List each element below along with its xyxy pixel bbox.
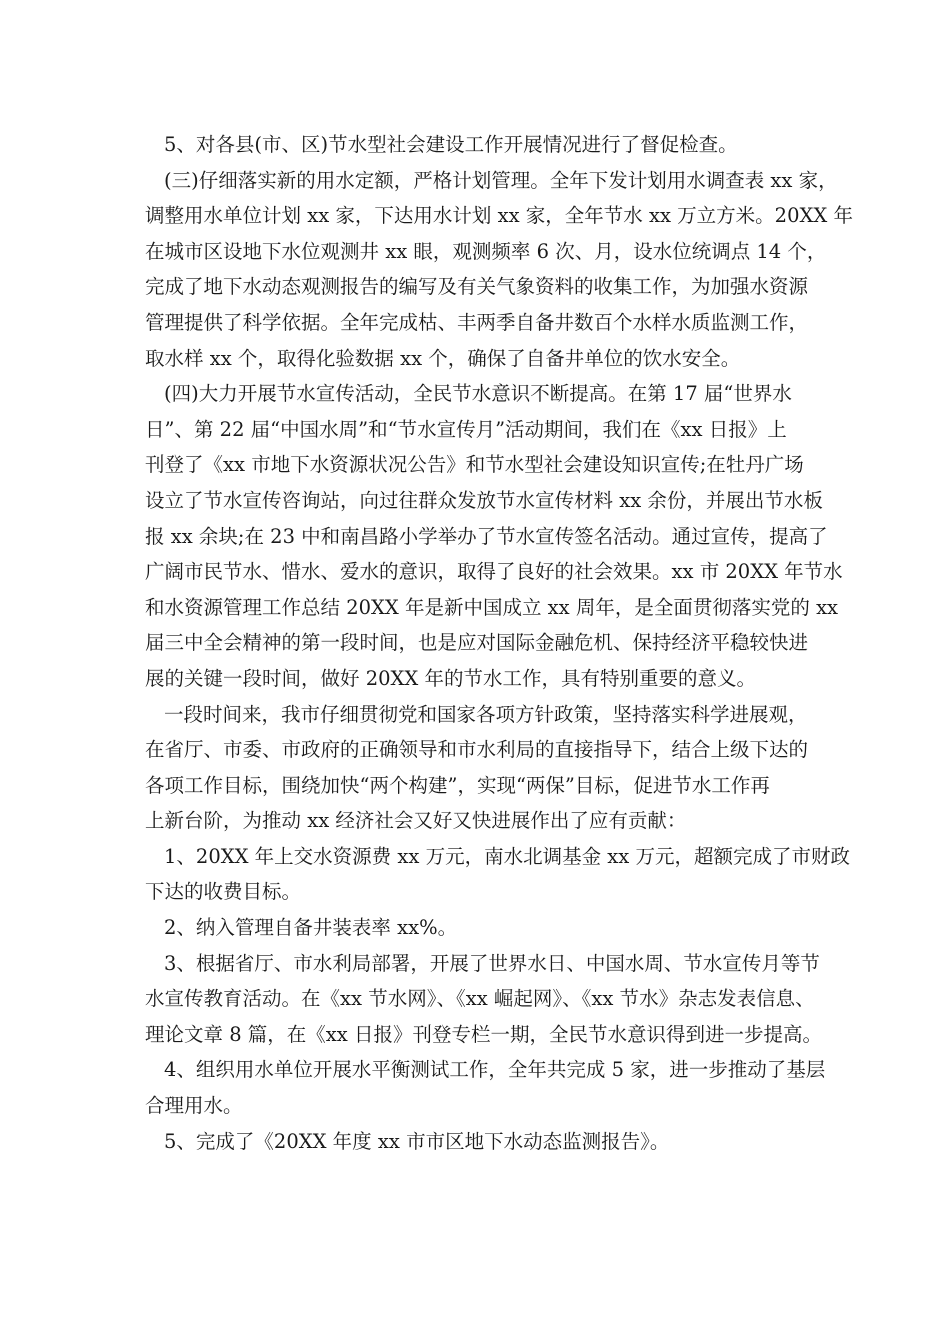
text-line: 设立了节水宣传咨询站，向过往群众发放节水宣传材料 xx 余份，并展出节水板 bbox=[145, 488, 823, 512]
text-line: 在省厅、市委、市政府的正确领导和市水利局的直接指导下，结合上级下达的 bbox=[145, 738, 809, 762]
text-line: 水宣传教育活动。在《xx 节水网》、《xx 崛起网》、《xx 节水》杂志发表信息、 bbox=[145, 987, 815, 1011]
text-line: (三)仔细落实新的用水定额，严格计划管理。全年下发计划用水调查表 xx 家， bbox=[164, 168, 838, 192]
text-line: 上新台阶，为推动 xx 经济社会又好又快进展作出了应有贡献： bbox=[145, 809, 687, 833]
text-line: 4、组织用水单位开展水平衡测试工作，全年共完成 5 家，进一步推动了基层 bbox=[164, 1058, 826, 1082]
text-line: 1、20XX 年上交水资源费 xx 万元，南水北调基金 xx 万元，超额完成了市财政 bbox=[164, 844, 850, 868]
text-line: 一段时间来，我市仔细贯彻党和国家各项方针政策，坚持落实科学进展观， bbox=[164, 702, 808, 726]
text-line: 广阔市民节水、惜水、爱水的意识，取得了良好的社会效果。xx 市 20XX 年节水 bbox=[145, 560, 843, 584]
text-line: 2、纳入管理自备井装表率 xx%。 bbox=[164, 916, 458, 940]
text-line: 理论文章 8 篇，在《xx 日报》刊登专栏一期，全民节水意识得到进一步提高。 bbox=[145, 1022, 822, 1046]
text-line: 取水样 xx 个，取得化验数据 xx 个，确保了自备井单位的饮水安全。 bbox=[145, 346, 741, 370]
text-line: 5、完成了《20XX 年度 xx 市市区地下水动态监测报告》。 bbox=[164, 1129, 670, 1153]
text-line: 合理用水。 bbox=[145, 1094, 243, 1118]
text-line: 管理提供了科学依据。全年完成枯、丰两季自备井数百个水样水质监测工作， bbox=[145, 310, 809, 334]
text-line: 完成了地下水动态观测报告的编写及有关气象资料的收集工作，为加强水资源 bbox=[145, 275, 809, 299]
text-line: 下达的收费目标。 bbox=[145, 880, 302, 904]
text-line: 在城市区设地下水位观测井 xx 眼，观测频率 6 次、月，设水位统调点 14 个， bbox=[145, 239, 827, 263]
text-line: 展的关键一段时间，做好 20XX 年的节水工作，具有特别重要的意义。 bbox=[145, 666, 756, 690]
text-line: 日”、第 22 届“中国水周”和“节水宣传月”活动期间，我们在《xx 日报》上 bbox=[145, 417, 787, 441]
text-line: 报 xx 余块;在 23 中和南昌路小学举办了节水宣传签名活动。通过宣传，提高了 bbox=[145, 524, 828, 548]
text-line: 各项工作目标，围绕加快“两个构建”，实现“两保”目标，促进节水工作再 bbox=[145, 773, 770, 797]
text-line: 刊登了《xx 市地下水资源状况公告》和节水型社会建设知识宣传;在牡丹广场 bbox=[145, 453, 804, 477]
document-body bbox=[145, 127, 853, 1159]
text-line: 调整用水单位计划 xx 家，下达用水计划 xx 家，全年节水 xx 万立方米。20XX 年 bbox=[145, 204, 853, 228]
text-line: 届三中全会精神的第一段时间，也是应对国际金融危机、保持经济平稳较快进 bbox=[145, 631, 809, 655]
text-line: 5、对各县(市、区)节水型社会建设工作开展情况进行了督促检查。 bbox=[164, 133, 738, 156]
text-line: 3、根据省厅、市水利局部署，开展了世界水日、中国水周、节水宣传月等节 bbox=[164, 951, 820, 975]
text-line: 和水资源管理工作总结 20XX 年是新中国成立 xx 周年，是全面贯彻落实党的 xx bbox=[145, 595, 839, 619]
text-line: (四)大力开展节水宣传活动，全民节水意识不断提高。在第 17 届“世界水 bbox=[164, 382, 792, 406]
